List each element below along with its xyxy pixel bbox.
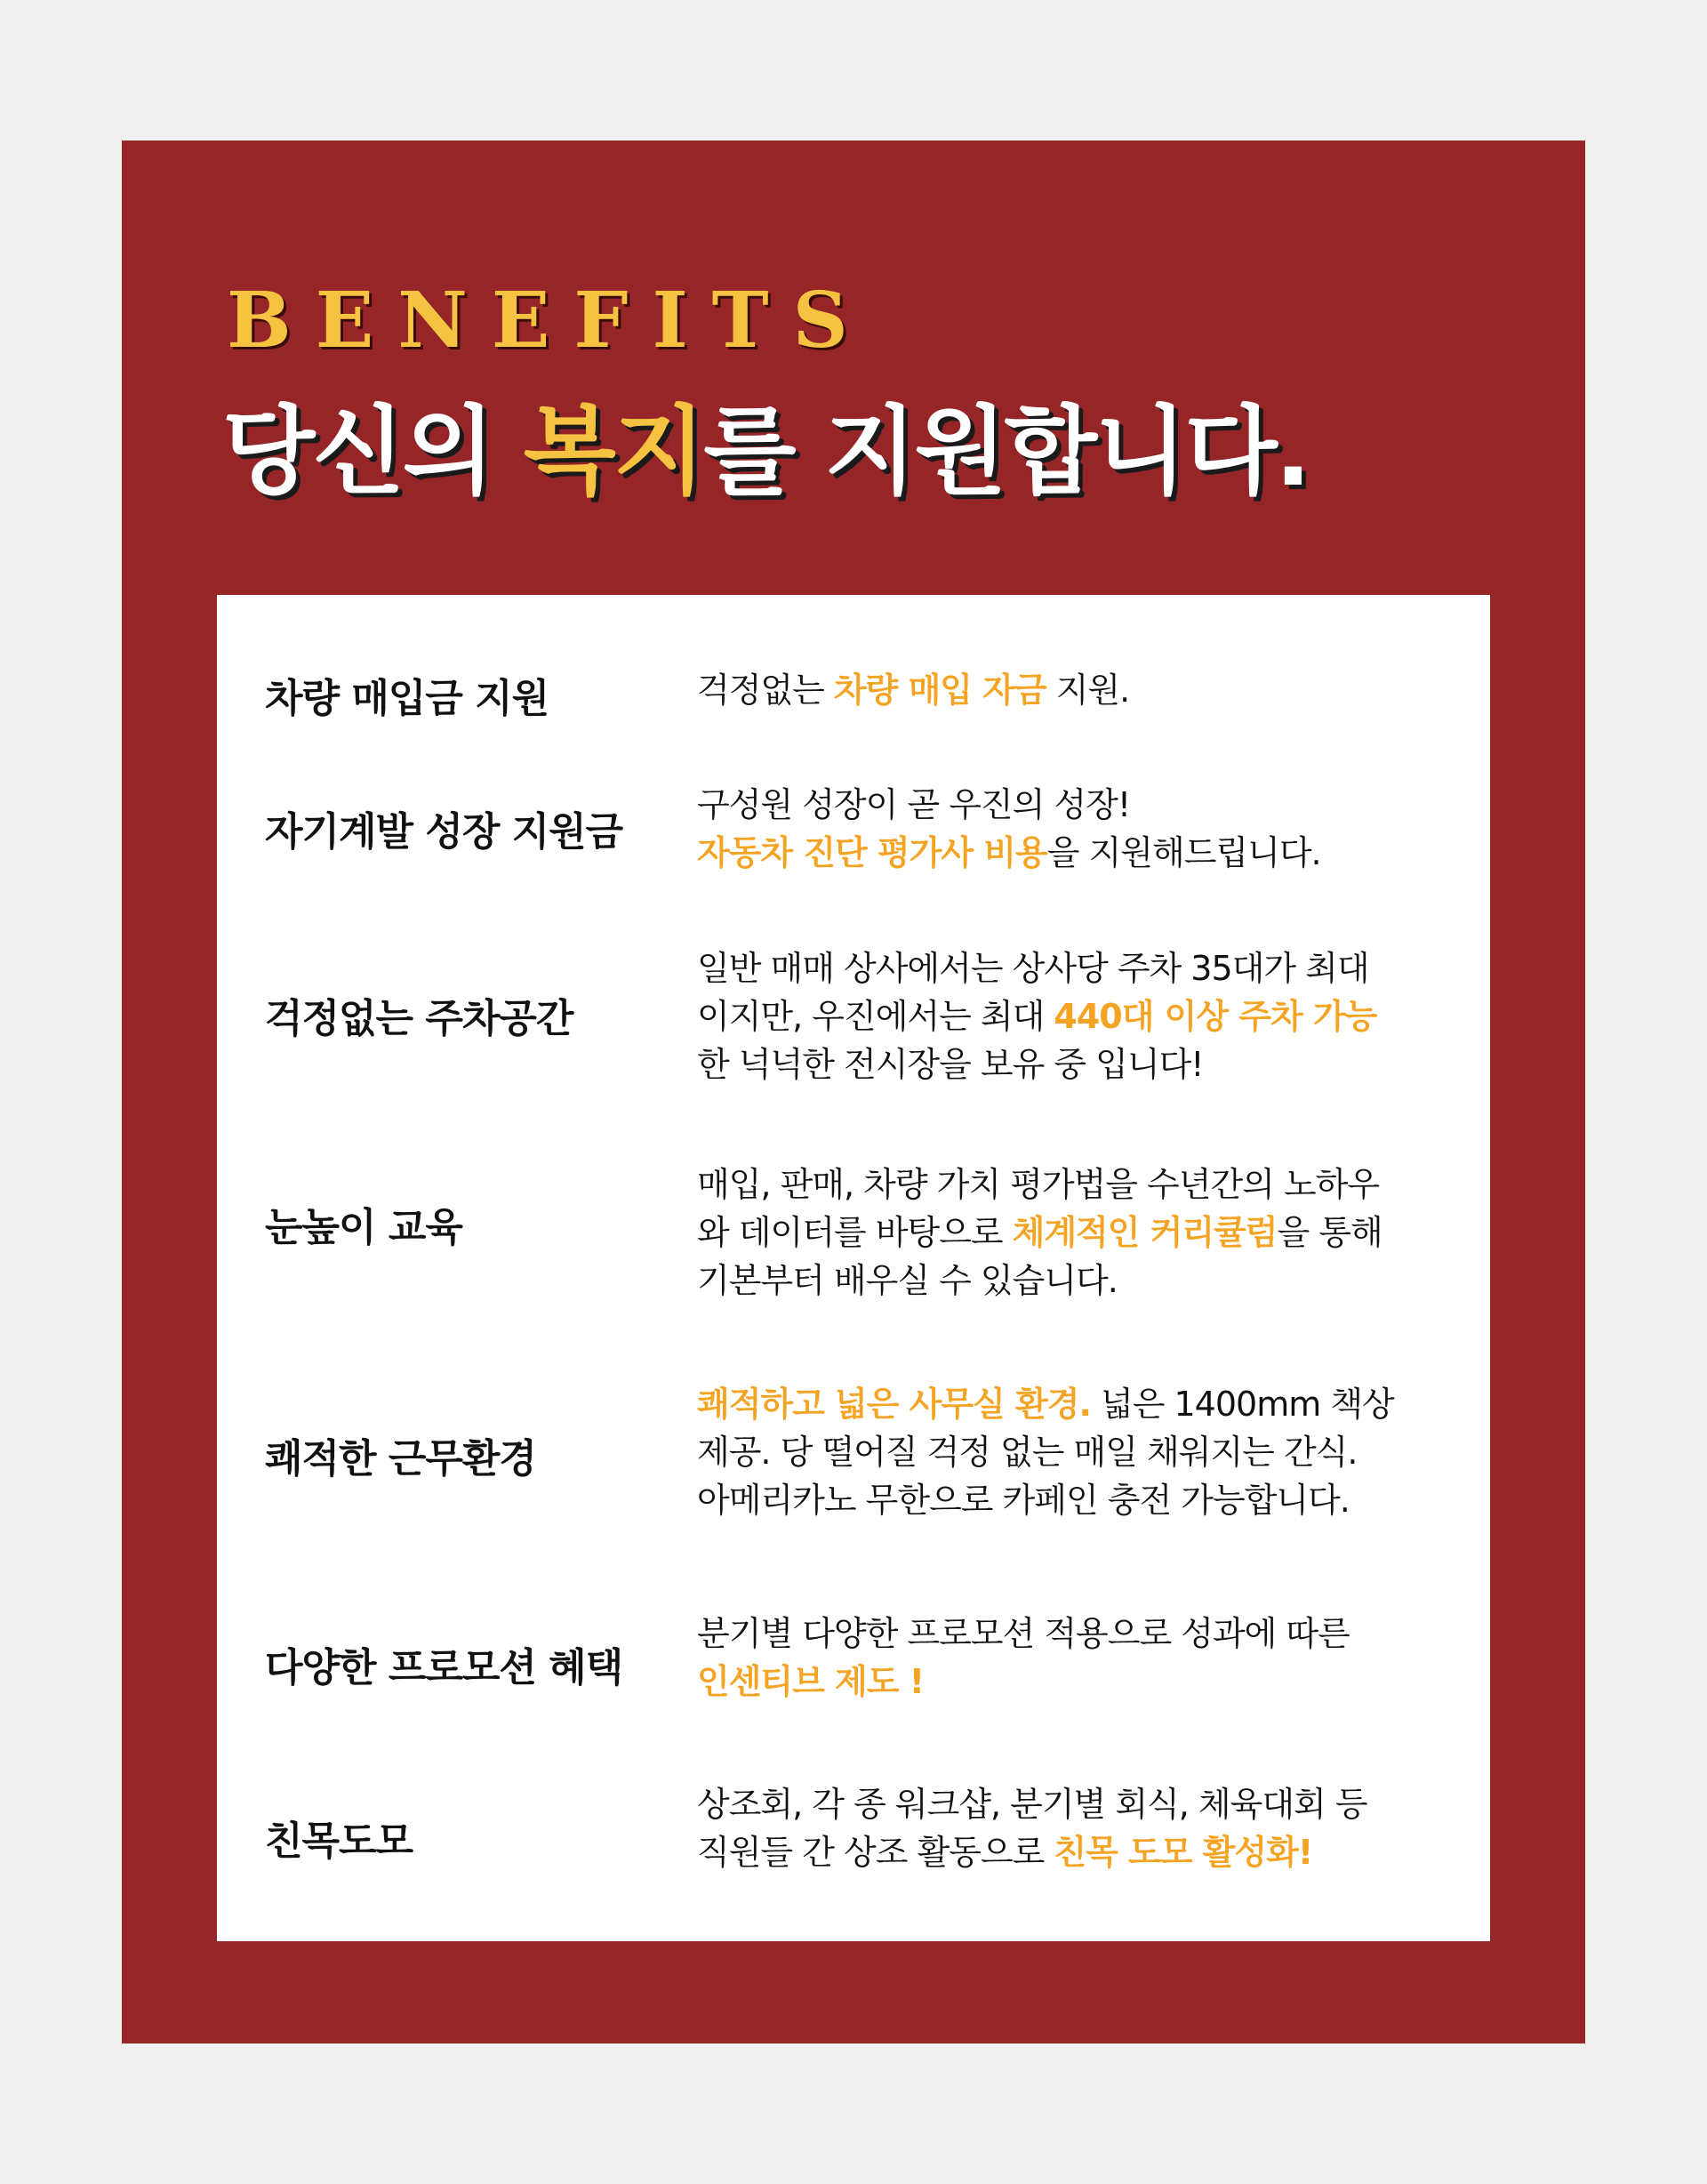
desc-text: 아메리카노 무한으로 카페인 충전 가능합니다. xyxy=(697,1481,1350,1520)
benefit-desc-education xyxy=(697,1160,1382,1305)
benefit-desc-self-dev xyxy=(697,781,1321,877)
headline-highlight: 복지 xyxy=(523,397,704,508)
benefit-label-fellowship: 친목도모 xyxy=(265,1819,413,1864)
desc-text: 을 지원해드립니다. xyxy=(1046,833,1321,872)
desc-text: 을 통해 xyxy=(1277,1213,1382,1252)
benefit-desc-line xyxy=(697,944,1376,992)
benefit-desc-line xyxy=(697,1257,1382,1305)
benefit-desc-line xyxy=(697,1040,1376,1088)
benefits-card xyxy=(217,595,1490,1941)
eyebrow-title: BENEFITS xyxy=(227,276,872,365)
benefit-label-education: 눈높이 교육 xyxy=(265,1205,462,1250)
benefit-label-parking: 걱정없는 주차공간 xyxy=(265,996,573,1041)
highlight-text: 차량 매입 자금 xyxy=(833,670,1046,710)
desc-text: 매입, 판매, 차량 가치 평가법을 수년간의 노하우 xyxy=(697,1165,1380,1204)
desc-text: 지원. xyxy=(1046,670,1130,710)
highlight-text: 440대 이상 주차 가능 xyxy=(1054,997,1377,1036)
benefit-desc-line xyxy=(697,1428,1394,1476)
benefit-desc-line xyxy=(697,829,1321,877)
page-title xyxy=(222,397,1309,508)
desc-text: 넓은 1400mm 책상 xyxy=(1090,1385,1394,1424)
headline-post: 를 지원합니다. xyxy=(703,397,1309,508)
desc-text: 분기별 다양한 프로모션 적용으로 성과에 따른 xyxy=(697,1614,1350,1653)
benefit-desc-vehicle-fund xyxy=(697,666,1129,714)
desc-text: 구성원 성장이 곧 우진의 성장! xyxy=(697,785,1131,824)
benefit-label-vehicle-fund: 차량 매입금 지원 xyxy=(265,676,549,721)
highlight-text: 인센티브 제도 ! xyxy=(697,1662,925,1701)
desc-text: 상조회, 각 종 워크샵, 분기별 회식, 체육대회 등 xyxy=(697,1785,1367,1824)
desc-text: 기본부터 배우실 수 있습니다. xyxy=(697,1261,1118,1300)
benefit-desc-promotion xyxy=(697,1610,1350,1706)
highlight-text: 쾌적하고 넓은 사무실 환경. xyxy=(697,1385,1091,1424)
benefit-desc-line xyxy=(697,992,1376,1040)
benefit-desc-line xyxy=(697,1476,1394,1524)
benefit-desc-workplace xyxy=(697,1380,1394,1524)
benefit-desc-line xyxy=(697,1828,1367,1876)
benefit-desc-line xyxy=(697,781,1321,829)
benefit-label-self-dev: 자기계발 성장 지원금 xyxy=(265,809,623,855)
benefit-label-workplace: 쾌적한 근무환경 xyxy=(265,1436,536,1481)
desc-text: 이지만, 우진에서는 최대 xyxy=(697,997,1054,1036)
benefit-desc-line xyxy=(697,666,1129,714)
desc-text: 와 데이터를 바탕으로 xyxy=(697,1213,1013,1252)
benefit-desc-parking xyxy=(697,944,1376,1088)
benefit-desc-line xyxy=(697,1208,1382,1257)
highlight-text: 체계적인 커리큘럼 xyxy=(1012,1213,1278,1252)
benefit-label-promotion: 다양한 프로모션 혜택 xyxy=(265,1645,623,1690)
desc-text: 한 넉넉한 전시장을 보유 중 입니다! xyxy=(697,1045,1204,1084)
benefit-desc-line xyxy=(697,1780,1367,1828)
desc-text: 일반 매매 상사에서는 상사당 주차 35대가 최대 xyxy=(697,949,1369,988)
desc-text: 제공. 당 떨어질 걱정 없는 매일 채워지는 간식. xyxy=(697,1433,1358,1472)
benefit-desc-line xyxy=(697,1610,1350,1658)
benefit-desc-line xyxy=(697,1160,1382,1208)
highlight-text: 친목 도모 활성화! xyxy=(1054,1833,1313,1872)
desc-text: 걱정없는 xyxy=(697,670,834,710)
headline-pre: 당신의 xyxy=(222,397,524,508)
highlight-text: 자동차 진단 평가사 비용 xyxy=(697,833,1047,872)
benefit-desc-line xyxy=(697,1658,1350,1706)
benefit-desc-fellowship xyxy=(697,1780,1367,1876)
benefit-desc-line xyxy=(697,1380,1394,1428)
desc-text: 직원들 간 상조 활동으로 xyxy=(697,1833,1054,1872)
